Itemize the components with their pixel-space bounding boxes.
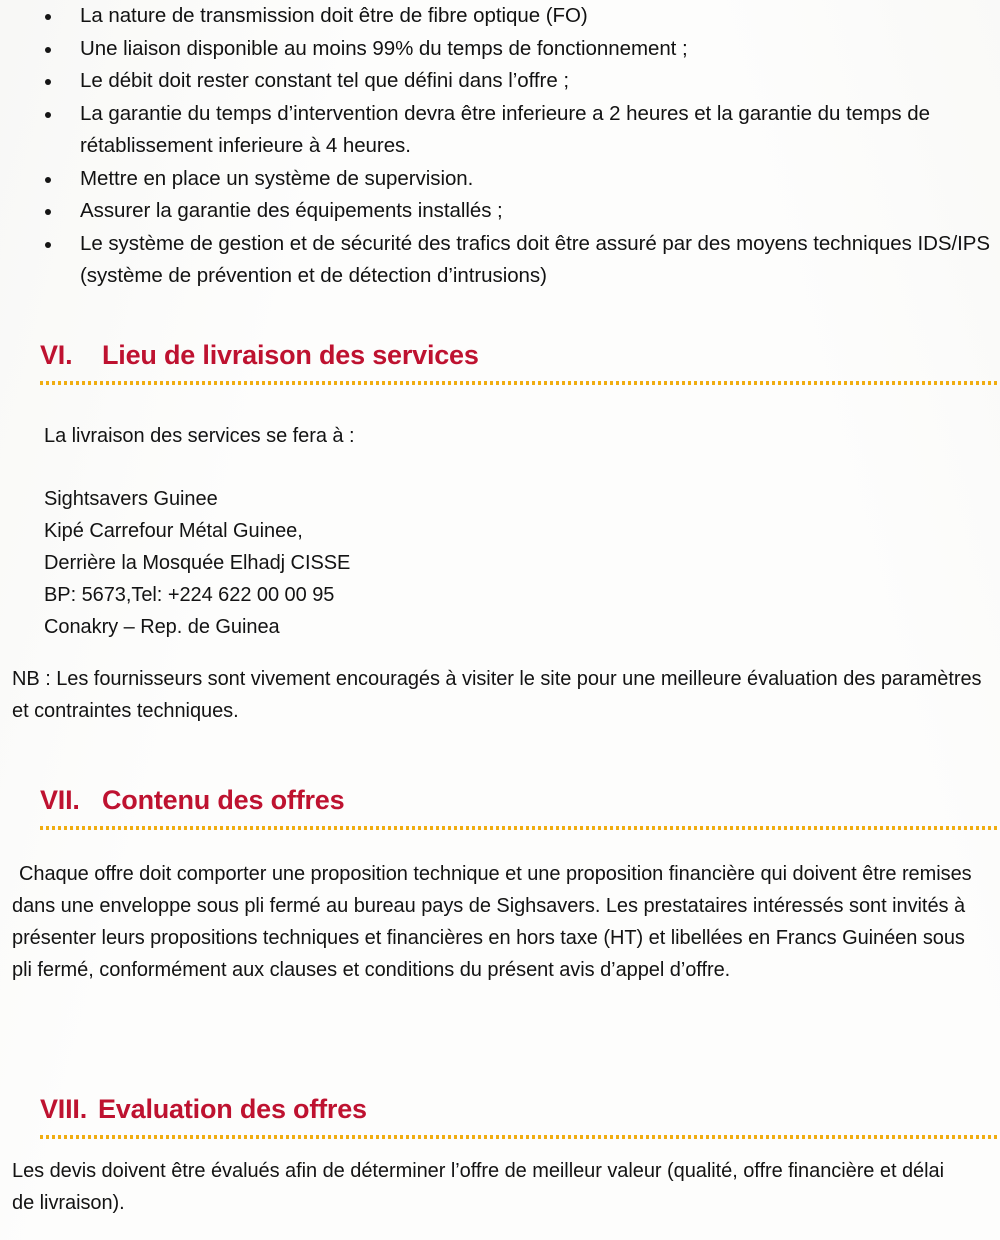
section-vii-divider <box>40 826 1000 830</box>
address-line: Sightsavers Guinee <box>44 488 218 510</box>
section-viii-number: VIII. <box>40 1094 88 1124</box>
section-vi-intro <box>0 420 1000 452</box>
section-vii-paragraph <box>0 858 990 986</box>
requirements-list <box>0 0 1000 293</box>
list-item-text: Une liaison disponible au moins 99% du temps de fonctionnement ; <box>80 36 688 60</box>
section-vii-title: Contenu des offres <box>102 785 345 815</box>
section-viii-paragraph <box>0 1155 962 1219</box>
list-item <box>0 163 1000 196</box>
list-item-text: Mettre en place un système de supervision. <box>80 166 474 190</box>
address-line: Derrière la Mosquée Elhadj CISSE <box>44 552 351 574</box>
section-vii-number: VII. <box>40 785 80 815</box>
section-vii-paragraph-text: Chaque offre doit comporter une proposition technique et une proposition financière qui doivent être remises dans une enveloppe sous pli fermé au bureau pays de Sighsavers. Les prestataires intéressés sont invités à présenter leurs propositions techniques et financières en hors taxe (HT) et libellées en Francs Guinéen sous pli fermé, conformément aux clauses et conditions du présent avis d’appel d’offre. <box>12 863 972 981</box>
list-item-text: Assurer la garantie des équipements installés ; <box>80 199 503 222</box>
delivery-address-block <box>0 483 1000 643</box>
section-vi <box>0 338 1000 385</box>
section-viii <box>0 1092 1000 1139</box>
section-vi-divider <box>40 381 1000 385</box>
section-viii-divider <box>40 1135 1000 1139</box>
section-vii <box>0 783 1000 830</box>
list-item <box>0 65 1000 98</box>
list-item <box>0 98 1000 163</box>
section-vii-heading <box>0 783 1000 817</box>
section-vi-title: Lieu de livraison des services <box>102 340 479 370</box>
address-line: Kipé Carrefour Métal Guinee, <box>44 520 303 542</box>
section-viii-paragraph-text: Les devis doivent être évalués afin de déterminer l’offre de meilleur valeur (qualité, offre financière et délai de livraison). <box>12 1160 944 1214</box>
section-vi-note-text: NB : Les fournisseurs sont vivement encouragés à visiter le site pour une meilleure évaluation des paramètres et contraintes techniques. <box>12 668 982 722</box>
list-item-text: La garantie du temps d’intervention devra être inferieure a 2 heures et la garantie du temps de rétablissement inferieure à 4 heures. <box>80 101 930 157</box>
address-line: Conakry – Rep. de Guinea <box>44 616 280 638</box>
list-item <box>0 228 1000 293</box>
list-item-text: La nature de transmission doit être de fibre optique (FO) <box>80 4 588 27</box>
section-viii-heading <box>0 1092 1000 1126</box>
section-vi-note <box>0 663 990 727</box>
section-vi-intro-text: La livraison des services se fera à : <box>44 425 355 447</box>
list-item <box>0 0 1000 33</box>
section-viii-title: Evaluation des offres <box>98 1094 367 1124</box>
section-vi-number: VI. <box>40 340 73 370</box>
list-item-text: Le système de gestion et de sécurité des trafics doit être assuré par des moyens techniques IDS/IPS (système de prévention et de détection d’intrusions) <box>80 231 991 287</box>
address-line: BP: 5673,Tel: +224 622 00 00 95 <box>44 584 335 606</box>
list-item <box>0 33 1000 66</box>
list-item <box>0 195 1000 228</box>
list-item-text: Le débit doit rester constant tel que défini dans l’offre ; <box>80 69 569 92</box>
section-vi-heading <box>0 338 1000 372</box>
